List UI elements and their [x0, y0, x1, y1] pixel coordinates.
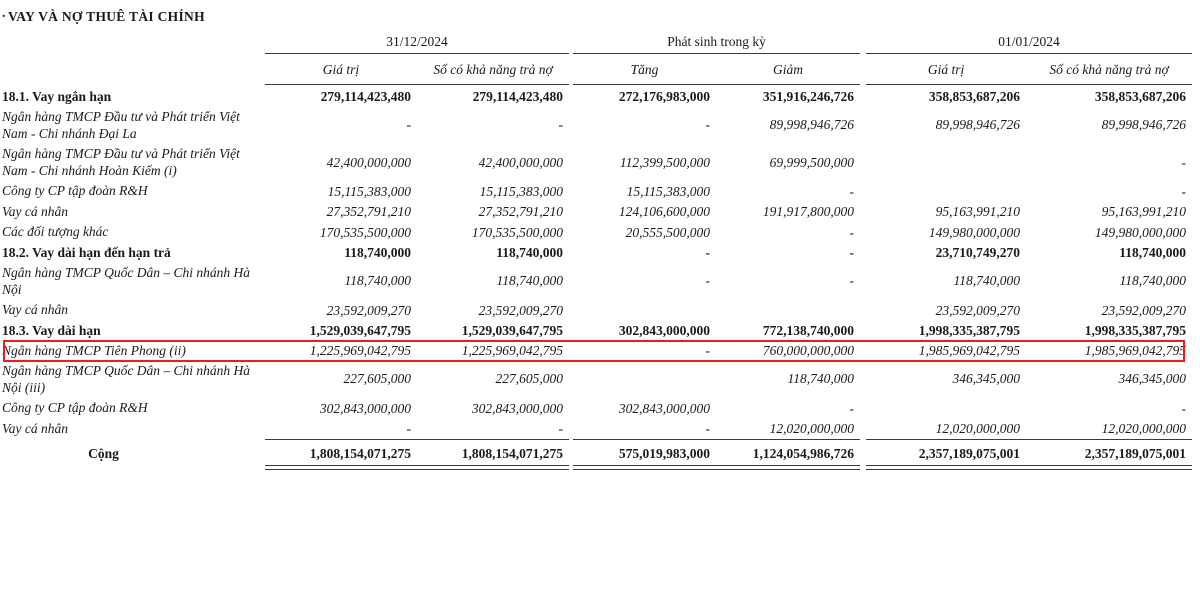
cell-khanang-current: 170,535,500,000 — [471, 224, 564, 240]
column-header-socokhanangtrano-1: Số có khả năng trả nợ — [433, 62, 553, 77]
cell-khanang-opening: - — [1181, 400, 1187, 416]
group-header-spacer — [0, 34, 265, 54]
cell-khanang-current: 118,740,000 — [496, 272, 564, 288]
cell-khanang-opening: 118,740,000 — [1119, 245, 1187, 261]
row-label: Vay cá nhân — [2, 302, 68, 318]
cell-giatri-current: 227,605,000 — [343, 370, 411, 386]
total-label: Cộng — [88, 445, 119, 461]
cell-giatri-current: - — [406, 116, 411, 132]
row-label: Ngân hàng TMCP Quốc Dân – Chi nhánh Hà Nội — [2, 265, 251, 297]
cell-tang: 302,843,000,000 — [618, 400, 711, 416]
cell-tang: - — [705, 116, 711, 132]
borrowings-table — [0, 34, 1192, 470]
total-giam: 1,124,054,986,726 — [752, 445, 855, 461]
cell-giatri-opening: 23,592,009,270 — [935, 302, 1021, 318]
cell-tang: - — [705, 272, 711, 288]
total-giatri-current: 1,808,154,071,275 — [309, 445, 411, 461]
table-row — [0, 202, 1192, 222]
cell-khanang-opening: 95,163,991,210 — [1101, 204, 1187, 220]
cell-tang: 15,115,383,000 — [626, 183, 711, 199]
cell-khanang-opening: - — [1181, 154, 1187, 170]
cell-khanang-current: 23,592,009,270 — [478, 302, 564, 318]
table-row — [0, 144, 1192, 181]
table-row — [0, 263, 1192, 300]
table-body — [0, 87, 1192, 469]
table-row — [0, 300, 1192, 320]
section-number: . — [2, 5, 6, 20]
cell-tang: - — [705, 245, 711, 261]
cell-giam: 69,999,500,000 — [769, 154, 855, 170]
table-row — [0, 107, 1192, 144]
cell-giatri-opening: 1,985,969,042,795 — [918, 343, 1021, 359]
cell-khanang-opening: 23,592,009,270 — [1101, 302, 1187, 318]
cell-giam: 191,917,800,000 — [762, 204, 855, 220]
cell-giam: 351,916,246,726 — [762, 89, 855, 105]
cell-khanang-current: 227,605,000 — [495, 370, 564, 386]
cell-giatri-current: 23,592,009,270 — [326, 302, 411, 318]
section-title-text: VAY VÀ NỢ THUÊ TÀI CHÍNH — [8, 9, 205, 24]
cell-giam: 772,138,740,000 — [762, 323, 855, 339]
cell-tang: - — [705, 420, 711, 436]
cell-tang — [573, 361, 716, 398]
cell-giam: - — [849, 224, 855, 240]
row-label: 18.1. Vay ngắn hạn — [2, 88, 112, 104]
table-row — [0, 419, 1192, 440]
group-header-31122024: 31/12/2024 — [386, 34, 448, 49]
row-label: Các đối tượng khác — [2, 224, 109, 240]
cell-khanang-opening: 346,345,000 — [1118, 370, 1187, 386]
cell-khanang-opening: 12,020,000,000 — [1101, 420, 1187, 436]
table-row — [0, 87, 1192, 107]
cell-giatri-opening: 358,853,687,206 — [928, 89, 1021, 105]
table-row — [0, 361, 1192, 398]
table-row — [0, 243, 1192, 263]
row-label: Ngân hàng TMCP Quốc Dân – Chi nhánh Hà Nội (iii) — [2, 363, 251, 395]
cell-giam: - — [849, 183, 855, 199]
cell-khanang-current: 15,115,383,000 — [479, 183, 564, 199]
table-head — [0, 34, 1192, 87]
table-row — [0, 222, 1192, 242]
column-header-row — [0, 56, 1192, 84]
cell-khanang-opening: 89,998,946,726 — [1101, 116, 1187, 132]
cell-giatri-current: 27,352,791,210 — [326, 204, 411, 220]
cell-khanang-current: 27,352,791,210 — [478, 204, 564, 220]
row-label: Ngân hàng TMCP Tiên Phong (ii) — [2, 343, 186, 359]
cell-khanang-opening: 1,998,335,387,795 — [1084, 323, 1187, 339]
column-header-giatri-2: Giá trị — [927, 62, 965, 77]
cell-giam: - — [849, 245, 855, 261]
cell-khanang-current: 1,225,969,042,795 — [461, 343, 564, 359]
section-heading — [2, 5, 205, 25]
cell-khanang-current: - — [558, 420, 564, 436]
total-rule-2-bottom — [573, 465, 860, 469]
cell-giam: 89,998,946,726 — [769, 116, 855, 132]
cell-tang: 124,106,600,000 — [618, 204, 711, 220]
total-khanang-opening: 2,357,189,075,001 — [1084, 445, 1187, 461]
table-total-row — [0, 443, 1192, 466]
row-label: Công ty CP tập đoàn R&H — [2, 400, 148, 416]
cell-tang — [573, 300, 716, 320]
cell-giatri-opening: 89,998,946,726 — [935, 116, 1021, 132]
cell-giatri-opening — [866, 398, 1026, 418]
total-khanang-current: 1,808,154,071,275 — [461, 445, 564, 461]
row-label: Vay cá nhân — [2, 203, 68, 219]
cell-giatri-current: - — [406, 420, 411, 436]
cell-giatri-opening: 346,345,000 — [952, 370, 1021, 386]
total-rule-bottom — [0, 465, 1192, 469]
cell-giam: - — [849, 400, 855, 416]
group-header-row — [0, 34, 1192, 54]
cell-tang: 302,843,000,000 — [618, 323, 711, 339]
cell-khanang-opening: 1,985,969,042,795 — [1084, 343, 1187, 359]
table-row — [0, 181, 1192, 201]
cell-khanang-current: - — [558, 116, 564, 132]
cell-giatri-opening — [866, 144, 1026, 181]
cell-khanang-opening: 358,853,687,206 — [1094, 89, 1187, 105]
cell-giam — [716, 300, 860, 320]
cell-giatri-current: 118,740,000 — [344, 245, 411, 261]
column-header-spacer — [0, 56, 265, 84]
total-rule-3-bottom — [866, 465, 1192, 469]
row-label: Vay cá nhân — [2, 420, 68, 436]
cell-khanang-current: 302,843,000,000 — [471, 400, 564, 416]
group-header-phatsinh: Phát sinh trong kỳ — [667, 34, 766, 49]
table-row — [0, 398, 1192, 418]
row-label: 18.3. Vay dài hạn — [2, 322, 101, 338]
cell-giatri-current: 1,225,969,042,795 — [309, 343, 411, 359]
group-header-01012024: 01/01/2024 — [998, 34, 1060, 49]
rule-spacer — [0, 465, 265, 469]
cell-tang: 112,399,500,000 — [619, 154, 711, 170]
total-giatri-opening: 2,357,189,075,001 — [918, 445, 1021, 461]
cell-giatri-opening: 1,998,335,387,795 — [918, 323, 1021, 339]
cell-giam: 12,020,000,000 — [769, 420, 855, 436]
column-header-tang: Tăng — [630, 62, 659, 77]
column-header-giatri-1: Giá trị — [322, 62, 360, 77]
cell-giatri-opening: 95,163,991,210 — [935, 204, 1021, 220]
cell-tang: 272,176,983,000 — [618, 89, 711, 105]
cell-khanang-current: 42,400,000,000 — [478, 154, 564, 170]
cell-giatri-opening: 23,710,749,270 — [935, 245, 1021, 261]
cell-khanang-opening: 118,740,000 — [1119, 272, 1187, 288]
cell-giatri-opening: 118,740,000 — [953, 272, 1021, 288]
cell-giatri-current: 118,740,000 — [344, 272, 411, 288]
table-row — [0, 321, 1192, 341]
cell-khanang-opening: 149,980,000,000 — [1094, 224, 1187, 240]
row-label: Ngân hàng TMCP Đầu tư và Phát triển Việt Nam - Chi nhánh Đại La — [2, 109, 240, 141]
cell-tang: 20,555,500,000 — [625, 224, 711, 240]
cell-giam: - — [849, 272, 855, 288]
cell-giatri-current: 15,115,383,000 — [327, 183, 411, 199]
cell-giatri-current: 42,400,000,000 — [326, 154, 411, 170]
cell-khanang-current: 279,114,423,480 — [472, 89, 564, 105]
cell-giatri-current: 279,114,423,480 — [320, 89, 411, 105]
cell-giam: 760,000,000,000 — [762, 343, 855, 359]
cell-giatri-opening — [866, 181, 1026, 201]
cell-giatri-opening: 149,980,000,000 — [928, 224, 1021, 240]
total-tang: 575,019,983,000 — [618, 445, 711, 461]
cell-giam: 118,740,000 — [787, 370, 855, 386]
table-row — [0, 341, 1192, 361]
cell-giatri-current: 170,535,500,000 — [319, 224, 411, 240]
cell-giatri-current: 1,529,039,647,795 — [309, 323, 411, 339]
cell-khanang-current: 118,740,000 — [496, 245, 564, 261]
row-label: Công ty CP tập đoàn R&H — [2, 183, 148, 199]
cell-giatri-opening: 12,020,000,000 — [935, 420, 1021, 436]
cell-khanang-opening: - — [1181, 183, 1187, 199]
row-label: 18.2. Vay dài hạn đến hạn trả — [2, 244, 171, 260]
row-label: Ngân hàng TMCP Đầu tư và Phát triển Việt Nam - Chi nhánh Hoàn Kiếm (i) — [2, 146, 240, 178]
cell-giatri-current: 302,843,000,000 — [319, 400, 411, 416]
cell-khanang-current: 1,529,039,647,795 — [461, 323, 564, 339]
total-rule-1-bottom — [265, 465, 569, 469]
cell-tang: - — [705, 343, 711, 359]
column-header-socokhanangtrano-2: Số có khả năng trả nợ — [1049, 62, 1169, 77]
column-header-giam: Giảm — [773, 62, 804, 77]
